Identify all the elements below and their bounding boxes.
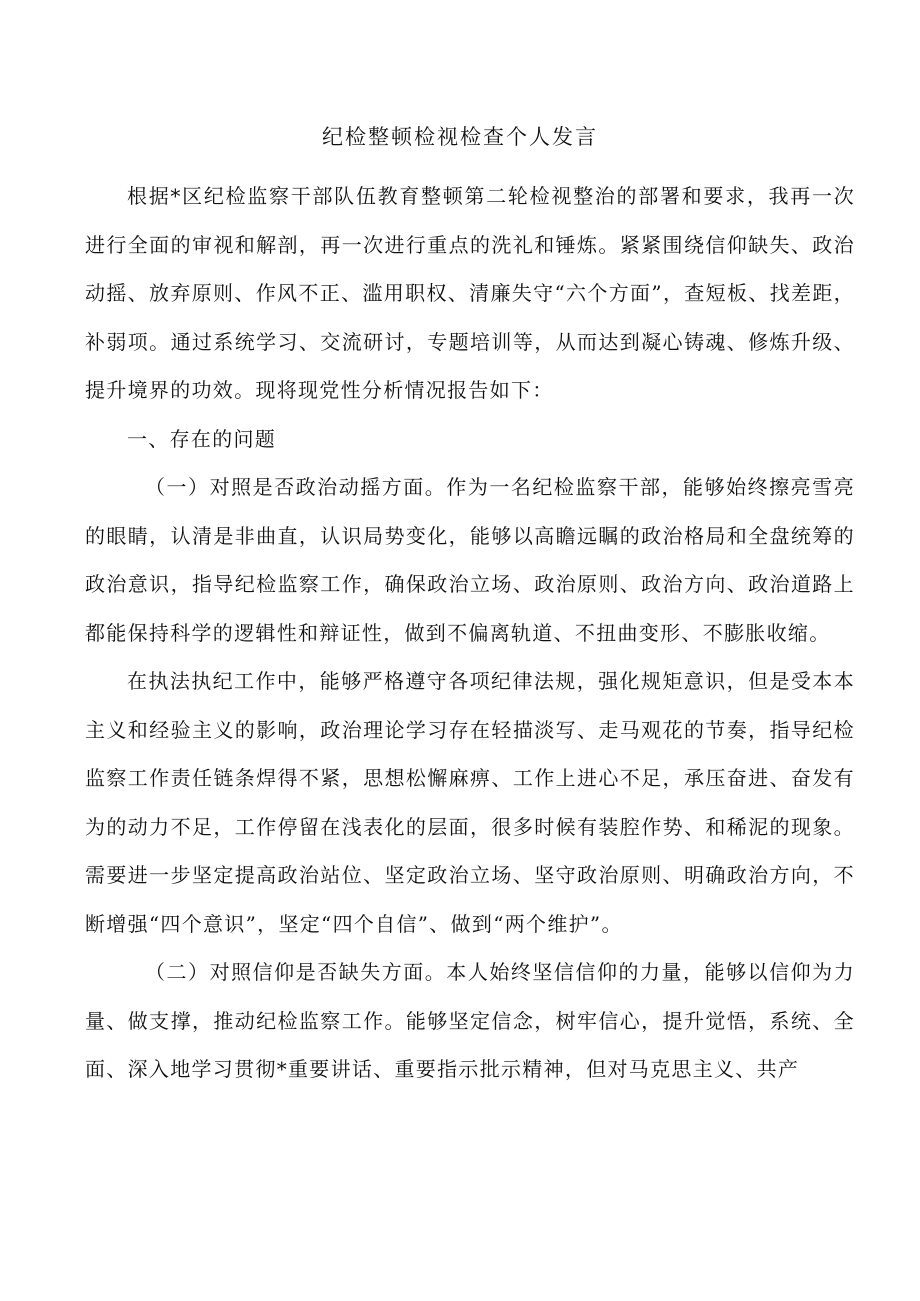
paragraph-discipline: 在执法执纪工作中，能够严格遵守各项纪律法规，强化规矩意识，但是受本本主义和经验主义的影响，政治理论学习存在轻描淡写、走马观花的节奏，指导纪检监察工作责任链条焊得不紧，思想松懈麻痹、工作上进心不足，承压奋进、奋发有为的动力不足，工作停留在浅表化的层面，很多时候有装腔作势、和稀泥的现象。需要进一步坚定提高政治站位、坚定政治立场、坚守政治原则、明确政治方向，不断增强“四个意识”，坚定“四个自信”、做到“两个维护”。 <box>85 669 855 936</box>
document-body <box>85 172 855 1094</box>
paragraph-belief: （二）对照信仰是否缺失方面。本人始终坚信信仰的力量，能够以信仰为力量、做支撑，推动纪检监察工作。能够坚定信念，树牢信心，提升觉悟，系统、全面、深入地学习贯彻*重要讲话、重要指示批示精神，但对马克思主义、共产 <box>85 960 855 1081</box>
document-title: 纪检整顿检视检查个人发言 <box>322 125 598 149</box>
paragraph-intro: 根据*区纪检监察干部队伍教育整顿第二轮检视整治的部署和要求，我再一次进行全面的审视和解剖，再一次进行重点的洗礼和锤炼。紧紧围绕信仰缺失、政治动摇、放弃原则、作风不正、滥用职权、清廉失守“六个方面”，查短板、找差距，补弱项。通过系统学习、交流研讨，专题培训等，从而达到凝心铸魂、修炼升级、提升境界的功效。现将现党性分析情况报告如下： <box>85 184 855 402</box>
paragraph-political: （一）对照是否政治动摇方面。作为一名纪检监察干部，能够始终擦亮雪亮的眼睛，认清是非曲直，认识局势变化，能够以高瞻远瞩的政治格局和全盘统筹的政治意识，指导纪检监察工作，确保政治立场、政治原则、政治方向、政治道路上都能保持科学的逻辑性和辩证性，做到不偏离轨道、不扭曲变形、不膨胀收缩。 <box>85 475 855 645</box>
section-heading-problems: 一、存在的问题 <box>127 426 277 451</box>
